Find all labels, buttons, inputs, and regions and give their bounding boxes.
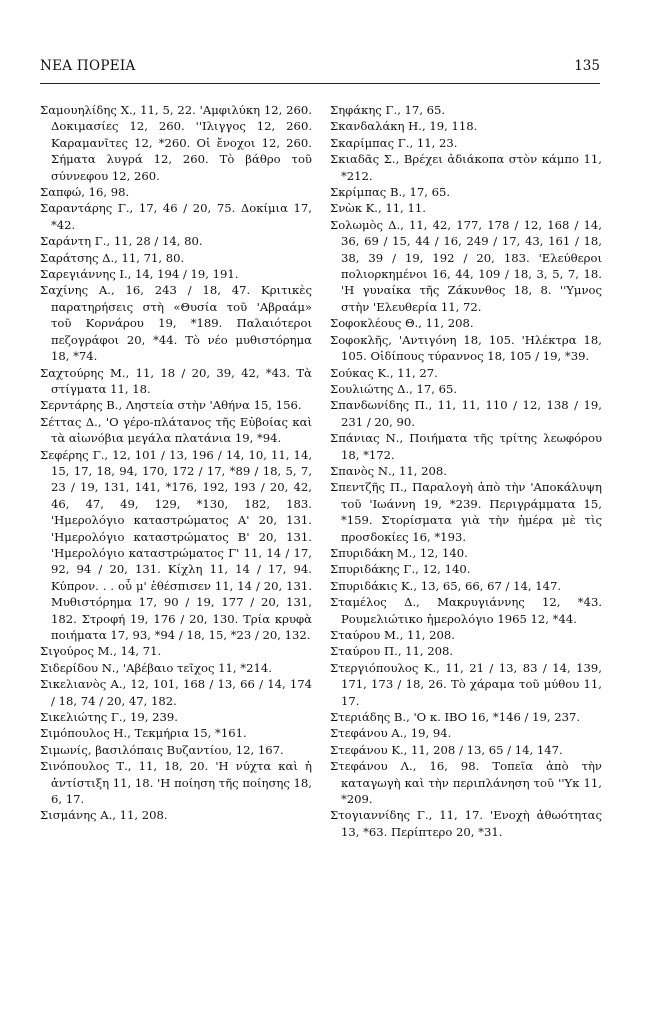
index-entry: Σαράτσης Δ., 11, 71, 80. [40, 250, 185, 265]
index-entry: Σικελιανὸς Α., 12, 101, 168 / 13, 66 / 14, 174 / 18, 74 / 20, 47, 182. [40, 677, 312, 708]
index-entry: Στεργιόπουλος Κ., 11, 21 / 13, 83 / 14, 139, 171, 173 / 18, 26. Τὸ χάραμα τοῦ μύθου 11, 17. [330, 660, 602, 708]
index-entry: Σαράντη Γ., 11, 28 / 14, 80. [40, 234, 203, 249]
index-entry: Σερντάρης Β., Ληστεία στὴν 'Αθήνα 15, 156. [40, 398, 302, 413]
index-entry: Σιδερίδου Ν., 'Αβέβαιο τεῖχος 11, *214. [40, 660, 272, 675]
index-entry: Σούκας Κ., 11, 27. [330, 365, 438, 380]
index-entry: Σπεντζῆς Π., Παραλογὴ ἀπὸ τὴν 'Αποκάλυψη τοῦ 'Ιωάννη 19, *239. Περιγράμματα 15, *159. Στορίσματα γιὰ τὴν ἡμέρα μὲ τὶς προσδοκίες 16, *193. [330, 480, 602, 544]
index-entry: Στεφάνου Λ., 16, 98. Τοπεῖα ἀπὸ τὴν καταγωγὴ καὶ τὴν περιπλάνηση τοῦ ''Υκ 11, *209. [330, 759, 602, 807]
index-entry: Σαπφώ, 16, 98. [40, 185, 130, 200]
index-column-left [40, 102, 312, 824]
index-entry: Στεφάνου Α., 19, 94. [330, 726, 452, 741]
header-rule [40, 83, 600, 84]
index-entry: Σοφοκλῆς, 'Αντιγόνη 18, 105. 'Ηλέκτρα 18, 105. Οἰδίπους τύραννος 18, 105 / 19, *39. [330, 332, 602, 364]
index-entry: Σουλιώτης Δ., 17, 65. [330, 381, 458, 396]
index-entry: Σαμουηλίδης Χ., 11, 5, 22. 'Αμφιλύκη 12, 260. Δοκιμασίες 12, 260. ''Ιλιγγος 12, 260. Καραμανῖτες 12, *260. Οἱ ἔνοχοι 12, 260. Σήματα λυγρά 12, 260. Τὸ βάθρο τοῦ σύννεφου 12, 260. [40, 103, 312, 183]
index-entry: Σαχίνης Α., 16, 243 / 18, 47. Κριτικὲς παρατηρήσεις στὴ «Θυσία τοῦ 'Αβραάμ» τοῦ Κορνάρου 19, *189. Παλαιότεροι πεζογράφοι 20, *44. Τὸ νέο μυθιστόρημα 18, *74. [40, 283, 312, 364]
index-entry: Σιμωνίς, βασιλόπαις Βυζαντίου, 12, 167. [40, 742, 284, 757]
index-entry: Σαραντάρης Γ., 17, 46 / 20, 75. Δοκίμια 17, *42. [40, 201, 312, 232]
index-entry: Σηφάκης Γ., 17, 65. [330, 103, 446, 117]
page-number: 135 [574, 58, 600, 74]
index-entry: Σκρίμπας Β., 17, 65. [330, 185, 451, 200]
index-entry: Σκανδαλάκη Η., 19, 118. [330, 119, 478, 134]
index-entry: Σέττας Δ., 'Ο γέρο-πλάτανος τῆς Εὐβοίας καὶ τὰ αἰωνόβια μεγάλα πλατάνια 19, *94. [40, 414, 312, 446]
index-column-right [330, 102, 602, 840]
journal-title: ΝΕΑ ΠΟΡΕΙΑ [40, 58, 136, 74]
index-entry: Σιμόπουλος Η., Τεκμήρια 15, *161. [40, 726, 247, 741]
index-entry: Σκιαδᾶς Σ., Βρέχει ἀδιάκοπα στὸν κάμπο 11, *212. [330, 152, 602, 183]
index-entry: Σαχτούρης Μ., 11, 18 / 20, 39, 42, *43. Τὰ στίγματα 11, 18. [40, 365, 312, 396]
index-entry: Σισμάνης Α., 11, 208. [40, 808, 168, 823]
index-entry: Σταύρου Π., 11, 208. [330, 644, 454, 659]
page-header [40, 58, 600, 78]
index-entry: Σεφέρης Γ., 12, 101 / 13, 196 / 14, 10, 11, 14, 15, 17, 18, 94, 170, 172 / 17, *89 / 18, 5, 7, 23 / 19, 131, 141, *176, 192, 193 / 20, 42, 46, 47, 49, 129, *130, 182, 183. 'Ημερολόγιο καταστρώματος Α' 20, 131. 'Ημερολόγιο καταστρώματος Β' 20, 131. 'Ημερολόγιο καταστρώματος Γ' 11, 14 / 17, 92, 94 / 20, 131. Κίχλη 11, 14 / 17, 94. Κύπρον. . . οὗ μ' ἐθέσπισεν 11, 14 / 20, 131. Μυθιστόρημα 17, 90 / 19, 177 / 20, 131, 182. Στροφή 19, 176 / 20, 130. Τρία κρυφὰ ποιήματα 17, 93, *94 / 18, 15, *23 / 20, 132. [40, 447, 312, 642]
index-entry: Σπυριδάκη Μ., 12, 140. [330, 545, 468, 560]
index-entry: Σπανδωνίδης Π., 11, 11, 110 / 12, 138 / 19, 231 / 20, 90. [330, 398, 602, 429]
index-entry: Σολωμὸς Δ., 11, 42, 177, 178 / 12, 168 / 14, 36, 69 / 15, 44 / 16, 249 / 17, 43, 161 / 18, 38, 39 / 19, 192 / 20, 183. 'Ελεύθεροι πολιορκημένοι 16, 44, 109 / 18, 3, 5, 7, 18. 'Η γυναίκα τῆς Ζάκυνθος 18, 8. ''Υμνος στὴν 'Ελευθερία 11, 72. [330, 217, 602, 314]
index-entry: Σικελιώτης Γ., 19, 239. [40, 710, 178, 725]
index-entry: Σοφοκλέους Θ., 11, 208. [330, 316, 474, 331]
index-entry: Σπανὸς Ν., 11, 208. [330, 463, 447, 478]
index-entry: Στεριάδης Β., 'Ο κ. ΙΒΟ 16, *146 / 19, 237. [330, 710, 581, 725]
index-entry: Σταμέλος Δ., Μακρυγιάννης 12, *43. Ρουμελιώτικο ἡμερολόγιο 1965 12, *44. [330, 595, 602, 626]
index-entry: Σινόπουλος Τ., 11, 18, 20. 'Η νύχτα καὶ ἡ ἀντίστιξη 11, 18. 'Η ποίηση τῆς ποίησης 18, 6, 17. [40, 759, 312, 807]
index-entry: Στογιαννίδης Γ., 11, 17. 'Ενοχὴ ἀθωότητας 13, *63. Περίπτερο 20, *31. [330, 808, 602, 839]
index-entry: Σπυριδάκις Κ., 13, 65, 66, 67 / 14, 147. [330, 578, 562, 593]
index-entry: Σνὼκ Κ., 11, 11. [330, 201, 426, 216]
index-entry: Σαρεγιάννης Ι., 14, 194 / 19, 191. [40, 267, 239, 282]
index-entry: Σπάνιας Ν., Ποιήματα τῆς τρίτης λεωφόρου 18, *172. [330, 431, 602, 462]
index-entry: Σκαρίμπας Γ., 11, 23. [330, 135, 458, 150]
index-entry: Σταύρου Μ., 11, 208. [330, 628, 455, 642]
index-entry: Σπυριδάκης Γ., 12, 140. [330, 562, 471, 577]
index-entry: Στεφάνου Κ., 11, 208 / 13, 65 / 14, 147. [330, 742, 563, 757]
index-entry: Σιγούρος Μ., 14, 71. [40, 644, 162, 659]
